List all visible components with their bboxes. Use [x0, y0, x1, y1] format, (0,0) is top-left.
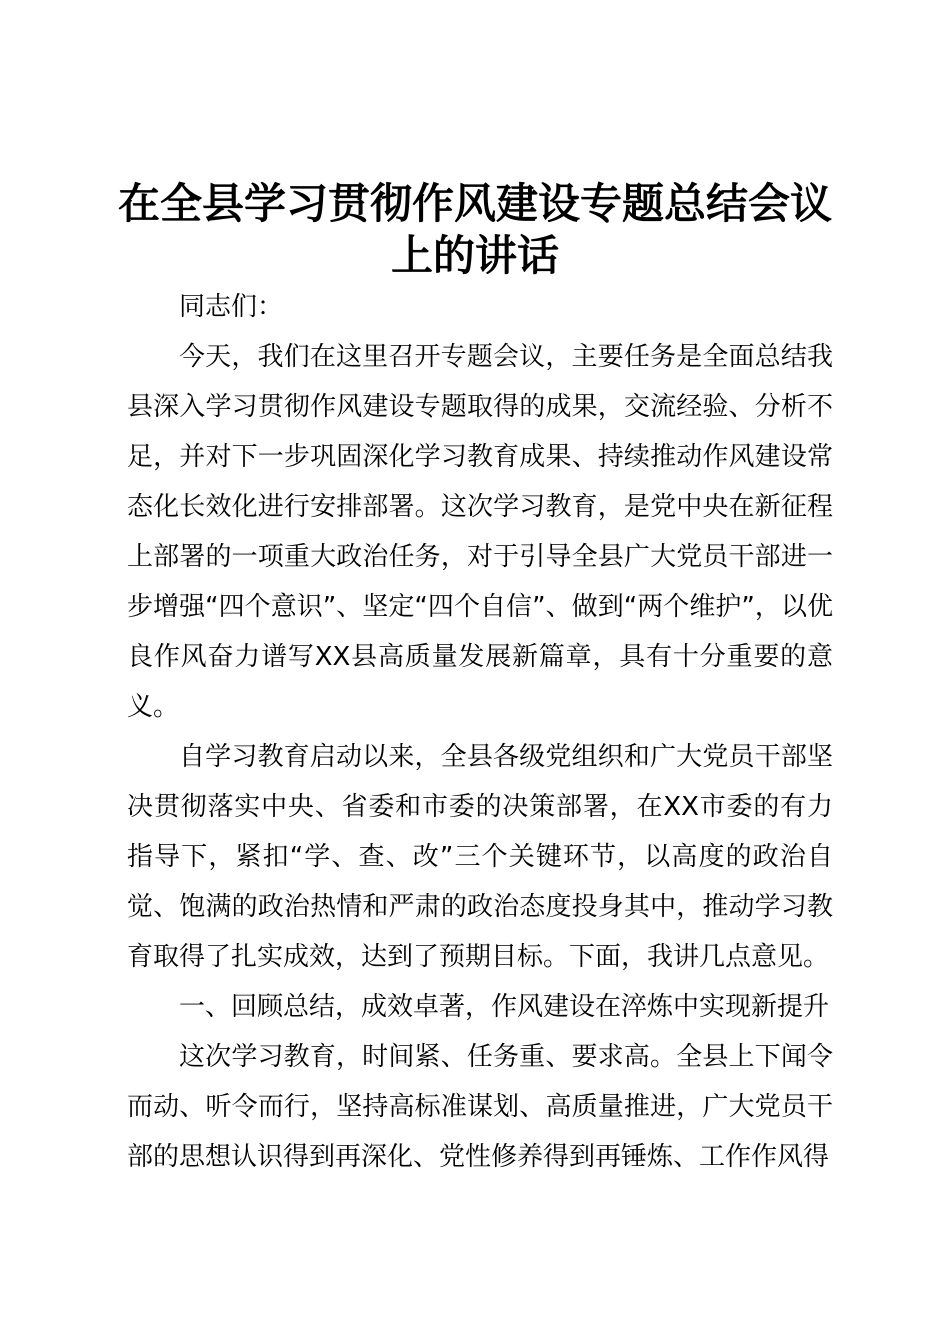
title-line-2: 上的讲话 [390, 231, 559, 280]
document-body [127, 282, 833, 1182]
salutation: 同志们： [179, 292, 284, 322]
paragraph-2: 自学习教育启动以来，全县各级党组织和广大党员干部坚决贯彻落实中央、省委和市委的决策部署，在XX市委的有力指导下，紧扣“学、查、改”三个关键环节，以高度的政治自觉、饱满的政治热情和严肃的政治态度投身其中，推动学习教育取得了扎实成效，达到了预期目标。下面，我讲几点意见。 [127, 742, 833, 972]
document-title [100, 178, 850, 282]
section-heading-1: 一、回顾总结，成效卓著，作风建设在淬炼中实现新提升 [179, 992, 830, 1022]
paragraph-1: 今天，我们在这里召开专题会议，主要任务是全面总结我县深入学习贯彻作风建设专题取得的成果，交流经验、分析不足，并对下一步巩固深化学习教育成果、持续推动作风建设常态化长效化进行安排部署。这次学习教育，是党中央在新征程上部署的一项重大政治任务，对于引导全县广大党员干部进一步增强“四个意识”、坚定“四个自信”、做到“两个维护”，以优良作风奋力谱写XX县高质量发展新篇章，具有十分重要的意义。 [127, 342, 833, 722]
paragraph-3: 这次学习教育，时间紧、任务重、要求高。全县上下闻令而动、听令而行，坚持高标准谋划、高质量推进，广大党员干部的思想认识得到再深化、党性修养得到再锤炼、工作作风得 [127, 1042, 833, 1172]
title-line-1: 在全县学习贯彻作风建设专题总结会议 [117, 179, 832, 228]
